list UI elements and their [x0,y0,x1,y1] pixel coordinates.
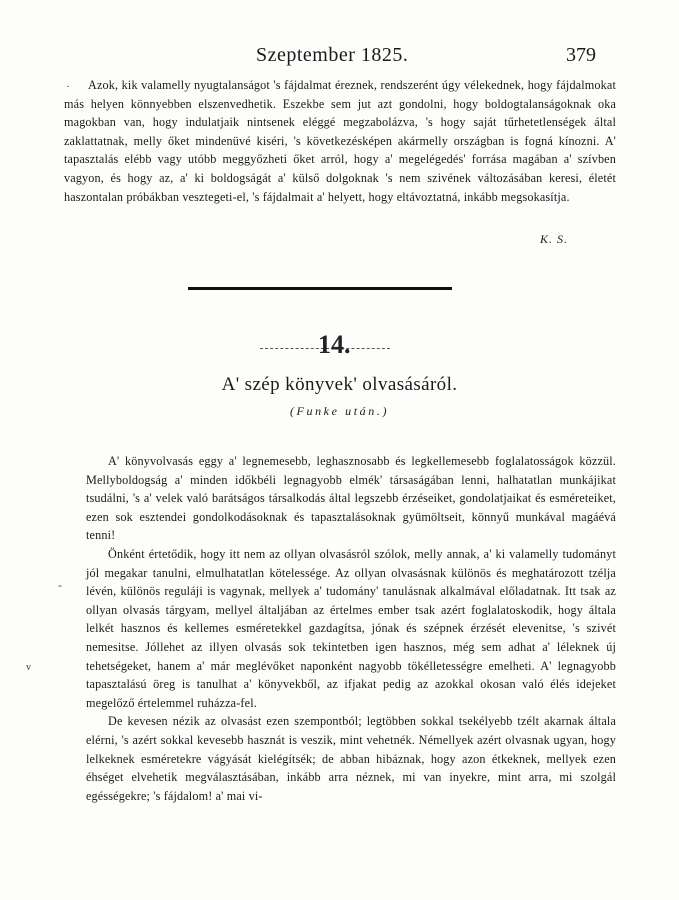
section-divider-rule [188,287,452,290]
running-head [0,44,679,68]
section-number: 14. [318,330,351,359]
author-signature: K. S. [540,232,569,246]
margin-dash-mark: - [58,578,62,592]
article-subtitle: (Funke után.) [289,404,390,418]
article-title: A' szép könyvek' olvasásáról. [221,374,458,395]
margin-check-mark: v [26,662,31,673]
page-number: 379 [566,44,596,66]
body-paragraph: Önként értetődik, hogy itt nem az ollyan olvasásról szólok, melly annak, a' ki valamelly tudományt jól megakar tanulni, elmulhatatlan kötelessége. Az ollyan olvasásnak különös és meghatározott tzélja lévén, különös reguláji is vagynak, mellyek a' tudomány' tanulásnak alkalmával előladatnak. Itt tsak az ollyan olvasás tárgyam, mellyel általjában az értelmes ember tsak azért foglalatoskodik, hogy általa lelkét hasznos és kellemes esméretekkel gazdagítsa, jónak és szépnek érzését elevenitse, 's szivét nemesitse. Jóllehet az illyen olvasás sok tekintetben igen hasznos, még sem adhat a' léleknek új tehetségeket, hanem a' már meglévőket naponként nagyobb tökélletességre emelheti. A' legnagyobb tapasztalású öreg is tanulhat a' könyvekből, az ifjakat pedig az azokkal okosan való élés idejeket megelőző értelemmel ruházza-fel. [86,546,616,710]
running-title: Szeptember 1825. [256,44,409,66]
margin-dot-mark: · [66,79,70,93]
article-body [86,452,616,805]
previous-article-paragraph: Azok, kik valamelly nyugtalanságot 's fájdalmat éreznek, rendszerént úgy vélekednek, hogy fájdalmokat más helyen könnyebben elszenvedhetik. Eszekbe sem jut azt gondolni, hogy boldogtalanságoknak oka magokban van, hogy indulatjaik nintsenek eléggé megzabolázva, 's hogy saját tűrhetetlenségek által zaklattatnak, melly őket mindenüvé kiséri, 's következésképen akármelly országban is fogná kínozni. A' tapasztalás elébb vagy utóbb meggyőzheti őket arról, hogy a' megelégedés' forrása magában a' szívben vagyon, és hogy az, a' ki boldogságát a' külső dolgoknak 's nem szivének változásában keresi, életét haszontalan próbákban vesztegeti-el, 's fájdalmait a' helyett, hogy eltávoztatná, inkább megsokasítja. [64,78,616,204]
body-paragraph: A' könyvolvasás eggy a' legnemesebb, leghasznosabb és legkellemesebb foglalatosságok közzül. Mellyboldogság a' minden időkbéli legnagyobb elmék' társaságában lenni, halhatatlan munkájikat tsudálni, 's a' velek való barátságos társalkodás által legszebb érzéseiket, gondolatjaikat és esméreteiket, ezen sok esztendei gondolkodásoknak és tapasztalásoknak gyümöltseit, könnyű munkával magáévá tenni! [86,454,616,543]
body-paragraph: De kevesen nézik az olvasást ezen szempontból; legtöbben sokkal tsekélyebb tzélt akarnak általa elérni, 's azért sokkal kevesebb hasznát is veszik, mint vehetnék. Némellyek azért olvasnak ugyan, hogy lelkeknek esméretekre vágyását kielégítsék; de abban hibáznak, hogy azon étkeknek, mellyek ezen éhséget elvehetik megválasztásában, inkább arra néznek, mi van inyekre, mint arra, mi szolgál egésségekre; 's fájdalom! a' mai vi- [86,714,616,803]
